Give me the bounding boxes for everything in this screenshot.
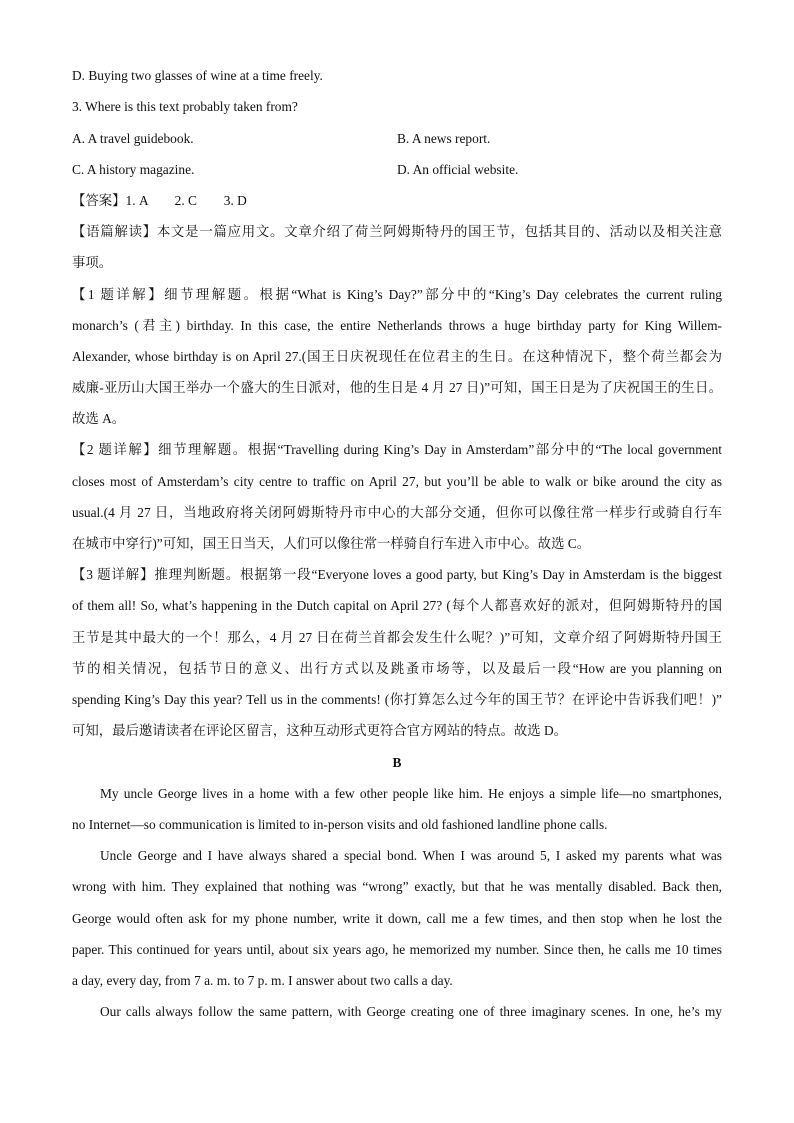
answer-key: 【答案】1. A 2. C 3. D: [72, 193, 247, 208]
analysis-intro-line: 【语篇解读】本文是一篇应用文。文章介绍了荷兰阿姆斯特丹的国王节，包括其目的、活动以及相关注意: [72, 224, 722, 239]
passage-paragraph-line: My uncle George lives in a home with a few other people like him. He enjoys a simple life—no smartphones,: [100, 786, 722, 801]
passage-paragraph-line: Our calls always follow the same pattern, with George creating one of three imaginary scenes. In one, he’s my: [100, 1004, 722, 1019]
section-heading: B: [392, 755, 402, 770]
passage-paragraph-line: paper. This continued for years until, about six years ago, he memorized my number. Since then, he calls me 10 times: [72, 942, 722, 957]
q3-explanation-line: 王节是其中最大的一个！那么，4 月 27 日在荷兰首都会发生什么呢？)”可知，文章介绍了阿姆斯特丹国王: [72, 630, 722, 645]
passage-paragraph-line: a day, every day, from 7 a. m. to 7 p. m. I answer about two calls a day.: [72, 973, 453, 988]
question-3: 3. Where is this text probably taken from?: [72, 99, 298, 114]
q2-explanation-line: 在城市中穿行)”可知，国王日当天，人们可以像往常一样骑自行车进入市中心。故选 C。: [72, 536, 591, 551]
q2-explanation-line: usual.(4 月 27 日，当地政府将关闭阿姆斯特丹市中心的大部分交通，但你可以像往常一样步行或骑自行车: [72, 505, 722, 520]
q3-explanation-line: spending King’s Day this year? Tell us in the comments! (你打算怎么过今年的国王节？在评论中告诉我们吧！)”: [72, 692, 722, 707]
analysis-intro-line: 事项。: [72, 255, 113, 270]
q1-explanation-line: Alexander, whose birthday is on April 27.(国王日庆祝现任在位君主的生日。在这种情况下，整个荷兰都会为: [72, 349, 722, 364]
option-a: A. A travel guidebook.: [72, 131, 194, 146]
q3-explanation-line: 节的相关情况，包括节日的意义、出行方式以及跳蚤市场等，以及最后一段“How are you planning on: [72, 661, 722, 676]
q3-explanation-line: 可知，最后邀请读者在评论区留言，这种互动形式更符合官方网站的特点。故选 D。: [72, 723, 568, 738]
q3-explanation-line: 【3 题详解】推理判断题。根据第一段“Everyone loves a good party, but King’s Day in Amsterdam is the biggest: [72, 567, 722, 582]
q2-explanation-line: closes most of Amsterdam’s city centre to traffic on April 27, but you’ll be able to walk or bike around the city as: [72, 474, 722, 489]
option-c: C. A history magazine.: [72, 162, 195, 177]
q2-explanation-line: 【2 题详解】细节理解题。根据“Travelling during King’s Day in Amsterdam”部分中的“The local government: [72, 442, 722, 457]
q1-explanation-line: 故选 A。: [72, 411, 126, 426]
q1-explanation-line: 【1 题详解】细节理解题。根据“What is King’s Day?”部分中的“King’s Day celebrates the current ruling: [72, 287, 722, 302]
q1-explanation-line: monarch’s (君主) birthday. In this case, the entire Netherlands throws a huge birthday party for King Willem-: [72, 318, 722, 333]
q1-explanation-line: 威廉-亚历山大国王举办一个盛大的生日派对，他的生日是 4 月 27 日)”可知，国王日是为了庆祝国王的生日。: [72, 380, 722, 395]
passage-paragraph-line: no Internet—so communication is limited to in-person visits and old fashioned landline phone calls.: [72, 817, 608, 832]
q3-explanation-line: of them all! So, what’s happening in the Dutch capital on April 27? (每个人都喜欢好的派对，但阿姆斯特丹的国: [72, 598, 722, 613]
passage-paragraph-line: George would often ask for my phone number, write it down, call me a few times, and then stop when he lost the: [72, 911, 722, 926]
option-d-previous: D. Buying two glasses of wine at a time freely.: [72, 68, 323, 83]
option-b: B. A news report.: [397, 131, 491, 146]
passage-paragraph-line: Uncle George and I have always shared a special bond. When I was around 5, I asked my parents what was: [100, 848, 722, 863]
passage-paragraph-line: wrong with him. They explained that nothing was “wrong” exactly, but that he was mentally disabled. Back then,: [72, 879, 722, 894]
option-d: D. An official website.: [397, 162, 519, 177]
